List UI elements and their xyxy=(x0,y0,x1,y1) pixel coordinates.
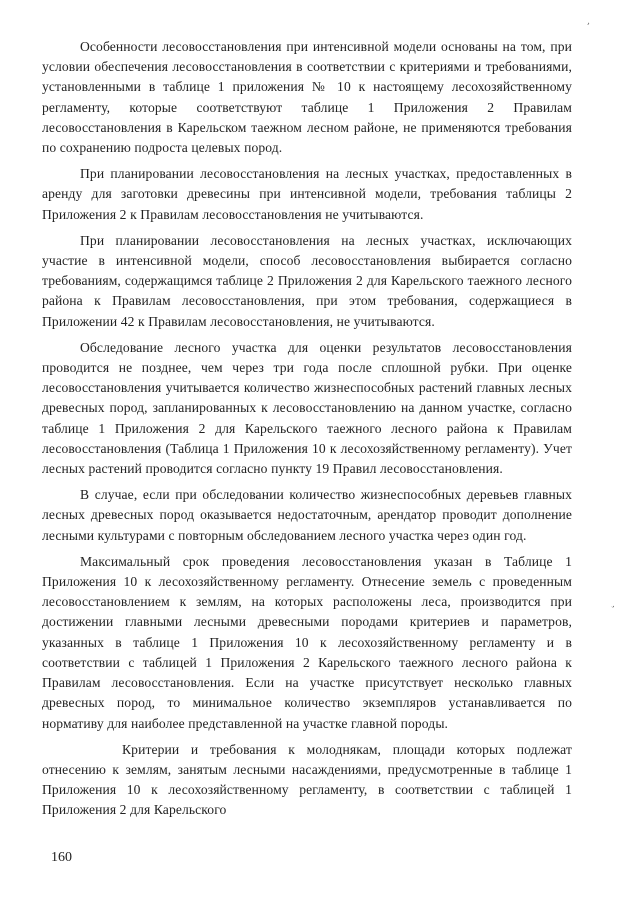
paragraph: Критерии и требования к молоднякам, площади которых подлежат отнесению к землям, занятым лесными насаждениями, предусмотренные в таблице 1 Приложения 10 к лесохозяйственному регламенту, в соответствии с таблицей 1 Приложения 2 для Карельского xyxy=(42,741,572,818)
body-text xyxy=(42,37,572,827)
scan-artifact-mark: , xyxy=(609,601,621,610)
paragraph: Обследование лесного участка для оценки результатов лесовосстановления проводится не позднее, чем через три года после сплошной рубки. При оценке лесовосстановления учитывается количество жизнеспособных растений главных лесных древесных пород, запланированных к лесовосстановлению на данном участке, согласно таблице 1 Приложения 2 для Карельского таежного лесного района к Правилам лесовосстановления (Таблица 1 Приложения 10 к лесохозяйственному регламенту). Учет лесных растений проводится согласно пункту 19 Правил лесовосстановления. xyxy=(42,339,572,477)
scan-artifact-mark: , xyxy=(586,15,593,28)
paragraph: При планировании лесовосстановления на лесных участках, предоставленных в аренду для заготовки древесины при интенсивной модели, требования таблицы 2 Приложения 2 к Правилам лесовосстановления не учитываются. xyxy=(42,166,572,222)
paragraph: Особенности лесовосстановления при интенсивной модели основаны на том, при условии обеспечения лесовосстановления в соответствии с критериями и требованиями, установленными в таблице 1 приложения № 10 к настоящему лесохозяйственному регламенту, которые соответствуют таблице 1 Приложения 2 Правилам лесовосстановления в Карельском таежном лесном районе, не применяются требования по сохранению подроста целевых пород. xyxy=(42,39,572,156)
paragraph: При планировании лесовосстановления на лесных участках, исключающих участие в интенсивной модели, способ лесовосстановления выбирается согласно требованиям, содержащимся таблице 2 Приложения 2 для Карельского таежного лесного района к Правилам лесовосстановления, при этом требования, содержащиеся в Приложении 42 к Правилам лесовосстановления, не учитываются. xyxy=(42,232,572,329)
paragraph: Максимальный срок проведения лесовосстановления указан в Таблице 1 Приложения 10 к лесохозяйственному регламенту. Отнесение земель с проведенным лесовосстановлением к землям, на которых расположены леса, производится при достижении главными лесными древесными породами критериев и параметров, указанных в таблице 1 Приложения 10 к лесохозяйственному регламенту и в соответствии с таблицей 1 Приложения 2 Карельского таежного лесного района к Правилам лесовосстановления. Если на участке присутствует несколько главных древесных пород, то минимальное количество экземпляров устанавливается по нормативу для наиболее представленной на участке главной породы. xyxy=(42,553,572,731)
paragraph: В случае, если при обследовании количество жизнеспособных деревьев главных лесных древесных пород оказывается недостаточным, арендатор проводит дополнение лесными культурами с повторным обследованием лесного участка через один год. xyxy=(42,487,572,543)
page-number: 160 xyxy=(51,850,72,865)
